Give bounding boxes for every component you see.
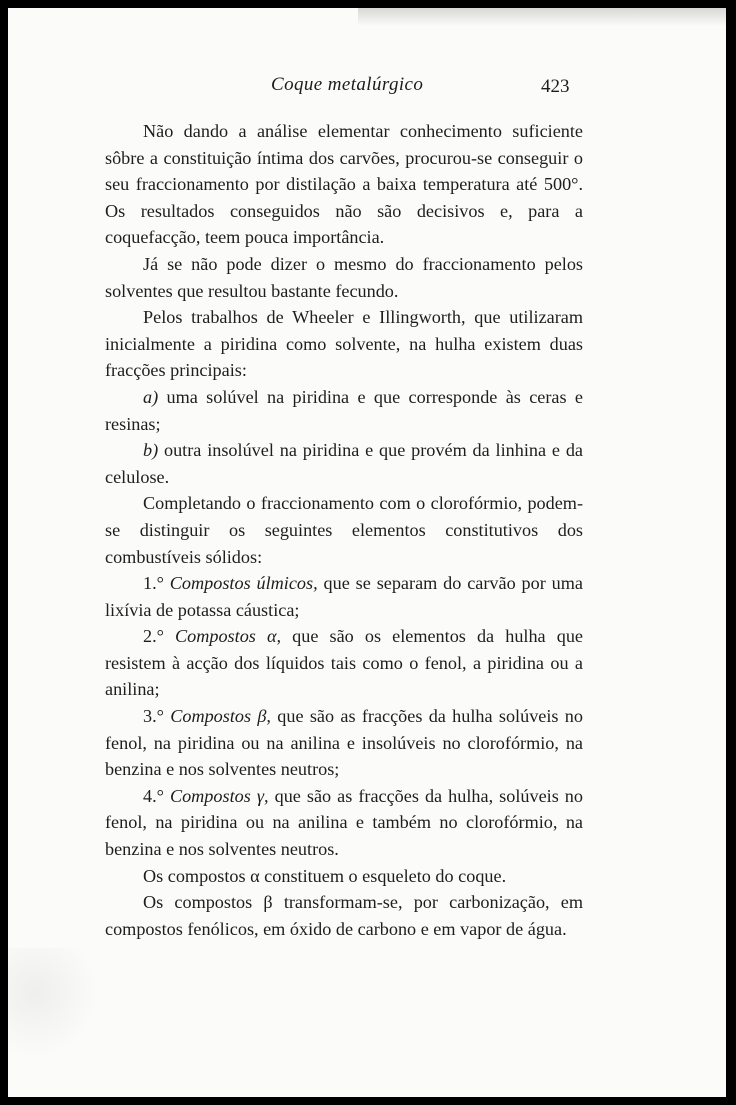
- text-run: 2.°: [143, 626, 176, 647]
- italic-text: Compostos β,: [170, 706, 271, 727]
- paragraph-11: [105, 863, 583, 890]
- paragraph-3: [105, 304, 583, 384]
- paragraph-7: [105, 570, 583, 623]
- running-title: Coque metalúrgico: [271, 74, 424, 95]
- text-run: Os compostos α constituem o esqueleto do coque.: [143, 865, 507, 886]
- text-run: Já se não pode dizer o mesmo do fraccionamento pelos solventes que resultou bastante fecundo.: [105, 253, 583, 301]
- text-run: que são as fracções da hulha solúveis no fenol, na piridina ou na anilina e insolúveis no clorofórmio, na benzina e nos solventes neutros;: [105, 706, 583, 780]
- text-run: uma solúvel na piridina e que corresponde às ceras e resinas;: [105, 386, 583, 434]
- paragraph-1: [105, 118, 583, 251]
- paragraph-12: [105, 889, 583, 942]
- paragraph-10: [105, 783, 583, 863]
- scan-smudge: [8, 948, 98, 1058]
- italic-text: Compostos γ,: [169, 785, 269, 806]
- italic-text: a): [143, 386, 159, 407]
- text-run: Pelos trabalhos de Wheeler e Illingworth, que utilizaram inicialmente a piridina como solvente, na hulha existem duas fracções principais:: [105, 307, 583, 381]
- text-run: que se separam do carvão por uma lixívia de potassa cáustica;: [105, 573, 583, 620]
- text-run: outra insolúvel na piridina e que provém da linhina e da celulose.: [105, 440, 583, 487]
- text-run: que são as fracções da hulha, solúveis no fenol, na piridina ou na anilina e também no clorofórmio, na benzina e nos solventes neutros.: [105, 785, 583, 860]
- text-run: 1.°: [143, 573, 170, 594]
- paragraph-6: [105, 490, 583, 570]
- paragraph-2: [105, 251, 583, 304]
- page-number: 423: [541, 76, 570, 97]
- paragraph-5: [105, 437, 583, 490]
- italic-text: b): [143, 440, 159, 461]
- text-run: que são os elementos da hulha que resistem à acção dos líquidos tais como o fenol, a piridina ou a anilina;: [105, 626, 583, 700]
- body-text: [105, 118, 583, 942]
- running-head: [8, 72, 726, 102]
- book-page: [8, 8, 726, 1097]
- text-run: 3.°: [143, 706, 171, 727]
- italic-text: Compostos úlmicos,: [169, 573, 318, 594]
- paragraph-4: [105, 384, 583, 437]
- paragraph-8: [105, 623, 583, 703]
- paragraph-9: [105, 703, 583, 783]
- text-run: Completando o fraccionamento com o clorofórmio, podem-se distinguir os seguintes elementos constitutivos dos combustíveis sólidos:: [105, 493, 583, 567]
- text-run: 4.°: [143, 785, 170, 806]
- text-run: Não dando a análise elementar conhecimento suficiente sôbre a constituição íntima dos carvões, procurou-se conseguir o seu fraccionamento por distilação a baixa temperatura até 500°. Os resultados conseguidos não são decisivos e, para a coquefacção, teem pouca importância.: [105, 121, 583, 248]
- text-run: Os compostos β transformam-se, por carbonização, em compostos fenólicos, em óxido de carbono e em vapor de água.: [105, 892, 583, 939]
- scan-shadow: [358, 8, 726, 26]
- italic-text: Compostos α,: [175, 626, 282, 647]
